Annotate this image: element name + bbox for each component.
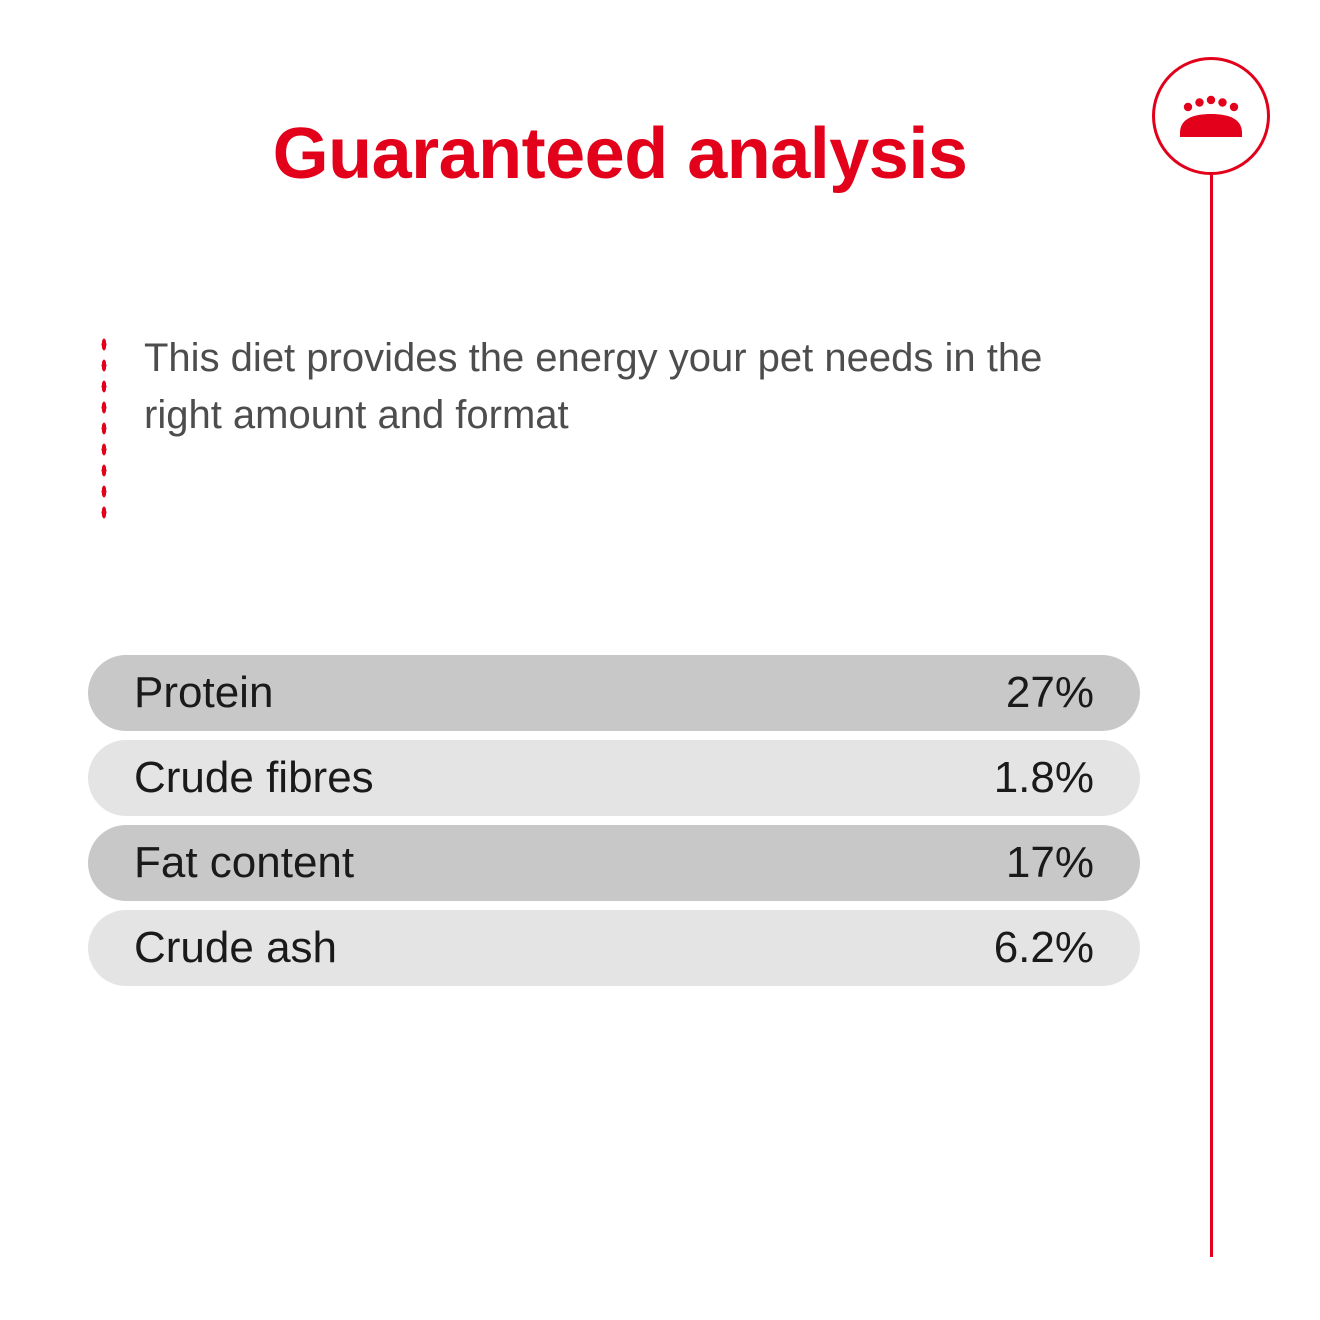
table-row (88, 910, 1140, 986)
dotted-rule-decoration (100, 334, 108, 524)
row-value: 1.8% (993, 753, 1094, 802)
row-value: 27% (1005, 668, 1094, 717)
row-label: Protein (134, 668, 274, 717)
table-row (88, 740, 1140, 816)
intro-block (100, 330, 1100, 524)
row-label: Crude ash (134, 923, 338, 972)
analysis-table (88, 655, 1140, 995)
brand-vertical-line (1210, 175, 1213, 1257)
table-row (88, 655, 1140, 731)
row-value: 6.2% (993, 923, 1094, 972)
row-label: Fat content (134, 838, 355, 887)
table-row (88, 825, 1140, 901)
row-value: 17% (1005, 838, 1094, 887)
row-label: Crude fibres (134, 753, 374, 802)
page-title: Guaranteed analysis (272, 114, 968, 194)
intro-text: This diet provides the energy your pet needs in the right amount and format (144, 336, 1043, 437)
